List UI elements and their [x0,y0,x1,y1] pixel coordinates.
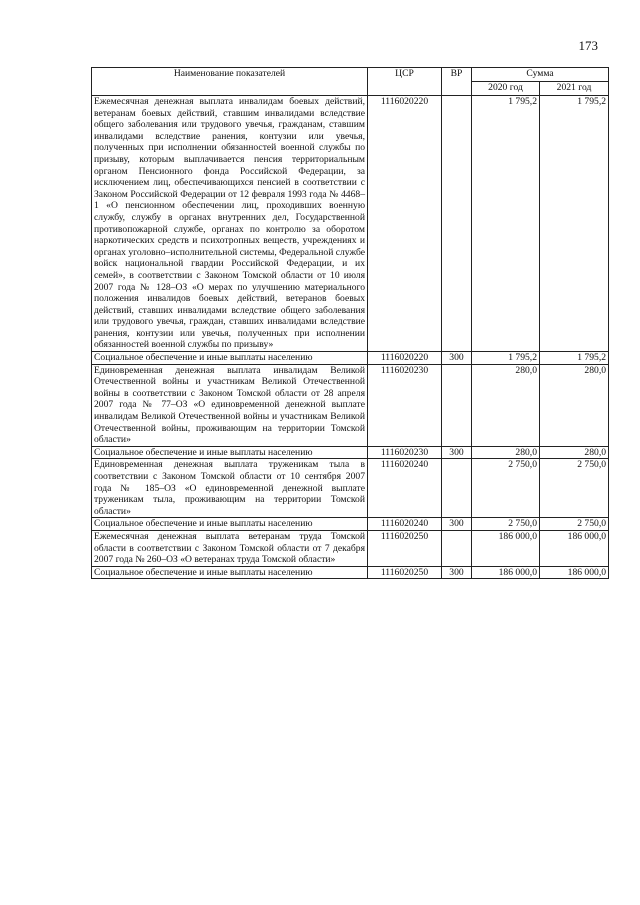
table-row [92,364,609,446]
row-name: Социальное обеспечение и иные выплаты населению [92,352,368,365]
header-csr: ЦСР [368,68,442,96]
table-row [92,566,609,579]
row-csr: 1116020230 [368,364,442,446]
row-csr: 1116020250 [368,530,442,566]
budget-table [91,67,609,579]
row-csr: 1116020230 [368,446,442,459]
table-row [92,96,609,352]
row-amount-2021: 1 795,2 [540,352,609,365]
row-amount-2021: 2 750,0 [540,459,609,518]
header-year-2020: 2020 год [472,82,540,96]
header-vr: ВР [442,68,472,96]
header-name: Наименование показателей [92,68,368,96]
row-vr: 300 [442,352,472,365]
row-name: Ежемесячная денежная выплата ветеранам труда Томской области в соответствии с Законом Томской области от 7 декабря 2007 года № 260–ОЗ «О ветеранах труда Томской области» [92,530,368,566]
row-amount-2021: 186 000,0 [540,530,609,566]
row-name: Единовременная денежная выплата труженикам тыла в соответствии с Законом Томской области от 10 сентября 2007 года № 185–ОЗ «О единовременной денежной выплате труженикам тыла, проживающим на территории Томской области» [92,459,368,518]
row-name: Социальное обеспечение и иные выплаты населению [92,518,368,531]
row-amount-2021: 2 750,0 [540,518,609,531]
row-amount-2020: 2 750,0 [472,518,540,531]
header-sum: Сумма [472,68,609,82]
row-vr: 300 [442,446,472,459]
row-vr: 300 [442,518,472,531]
row-amount-2020: 186 000,0 [472,530,540,566]
row-csr: 1116020220 [368,352,442,365]
row-amount-2020: 1 795,2 [472,352,540,365]
table-row [92,530,609,566]
row-name: Социальное обеспечение и иные выплаты населению [92,566,368,579]
row-amount-2020: 280,0 [472,446,540,459]
row-vr [442,459,472,518]
page-number: 173 [578,38,598,53]
table-row [92,352,609,365]
row-vr [442,96,472,352]
table-body [92,96,609,579]
row-amount-2021: 280,0 [540,364,609,446]
row-vr [442,364,472,446]
row-csr: 1116020220 [368,96,442,352]
row-vr: 300 [442,566,472,579]
table-row [92,518,609,531]
row-csr: 1116020250 [368,566,442,579]
row-amount-2021: 280,0 [540,446,609,459]
row-name: Социальное обеспечение и иные выплаты населению [92,446,368,459]
row-amount-2021: 186 000,0 [540,566,609,579]
header-year-2021: 2021 год [540,82,609,96]
row-amount-2020: 2 750,0 [472,459,540,518]
row-amount-2020: 1 795,2 [472,96,540,352]
row-csr: 1116020240 [368,518,442,531]
row-csr: 1116020240 [368,459,442,518]
row-amount-2021: 1 795,2 [540,96,609,352]
table-header [92,68,609,96]
row-amount-2020: 186 000,0 [472,566,540,579]
row-name: Ежемесячная денежная выплата инвалидам боевых действий, ветеранам боевых действий, ставшим инвалидами вследствие общего заболевания или трудового увечья, гражданам, ставшим инвалидами вследствие ранения, контузии или увечья, полученных при исполнении обязанностей военной службы по призыву, которым выплачивается пенсия территориальным органом Пенсионного фонда Российской Федерации, за исключением лиц, обеспечивающихся пенсией в соответствии с Законом Российской Федерации от 12 февраля 1993 года № 4468–1 «О пенсионном обеспечении лиц, проходивших военную службу, службу в органах внутренних дел, Государственной противопожарной службе, органах по контролю за оборотом наркотических средств и психотропных веществ, учреждениях и органах уголовно–исполнительной системы, Федеральной службе войск национальной гвардии Российской Федерации, и их семей», в соответствии с Законом Томской области от 10 июля 2007 года № 128–ОЗ «О мерах по улучшению материального положения инвалидов боевых действий, ветеранов боевых действий, ставших инвалидами вследствие общего заболевания или трудового увечья, граждан, ставших инвалидами вследствие ранения, контузии или увечья, полученных при исполнении обязанностей военной службы по призыву» [92,96,368,352]
row-vr [442,530,472,566]
row-amount-2020: 280,0 [472,364,540,446]
row-name: Единовременная денежная выплата инвалидам Великой Отечественной войны и участникам Великой Отечественной войны в соответствии с Законом Томской области от 28 апреля 2007 года № 77–ОЗ «О единовременной денежной выплате инвалидам Великой Отечественной войны и участникам Великой Отечественной войны, проживающим на территории Томской области» [92,364,368,446]
table-row [92,446,609,459]
table-row [92,459,609,518]
